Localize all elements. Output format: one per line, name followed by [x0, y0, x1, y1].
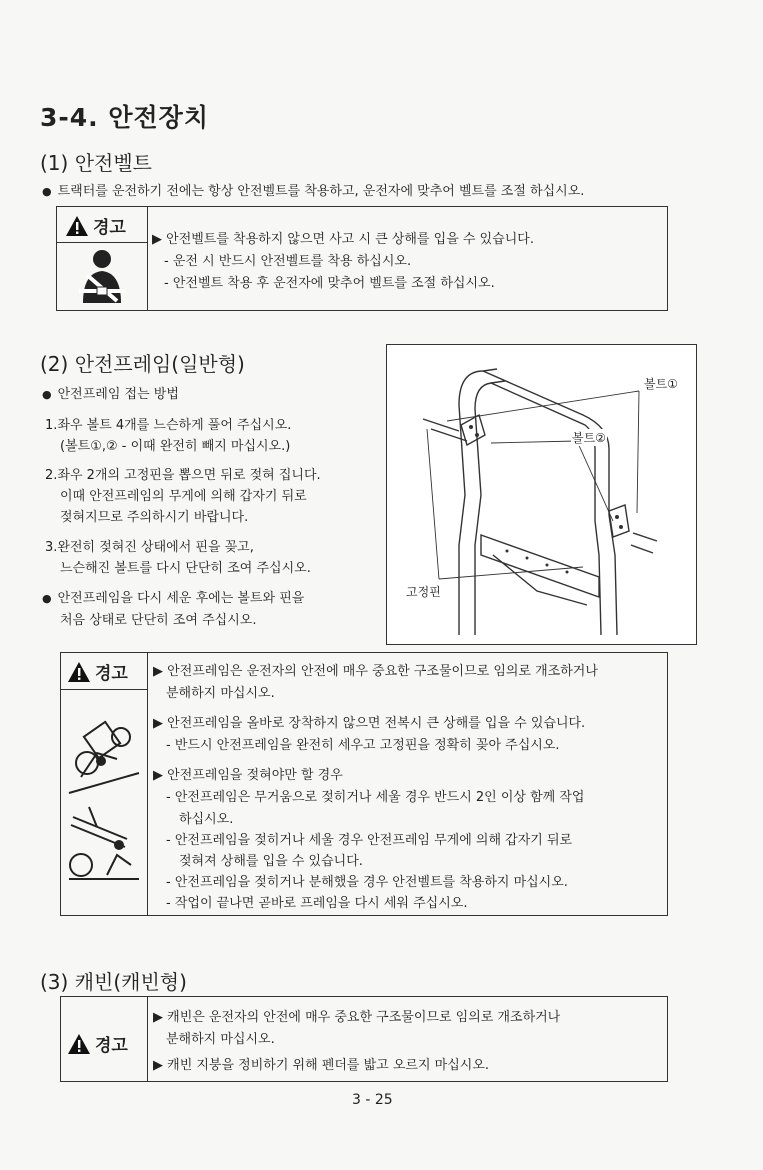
bolt2-label: 볼트② [572, 431, 606, 445]
section-1-intro: ● 트랙터를 운전하기 전에는 항상 안전벨트를 착용하고, 운전자에 맞추어 벨트를 조절 하십시오. [42, 181, 584, 202]
warning-label: 경고 [65, 213, 126, 238]
warning-label: 경고 [67, 659, 128, 684]
bolt1-label: 볼트① [644, 377, 678, 391]
warning-triangle-icon [67, 661, 91, 683]
section-3-heading: (3) 캐빈(캐빈형) [40, 970, 187, 994]
section-2-heading: (2) 안전프레임(일반형) [40, 352, 245, 376]
frame-warning-box: 경고 ▶ 안전프레임은 운전자의 안전에 매우 중요한 구조물이므로 임의로 개조하거나 분해하지 마십시오. ▶ 안전프레임을 올바로 장착하지 않으면 전복시 큰 상해를 입을 수 있습니다. - 반드시 안전프레임을 완전히 세우고 고정핀을 정확히 꽂아 주십시오. ▶ 안전프레임을 젖혀야만 할 경우 - 안전프레임은 무거움으로 젖히거나 세울 경우 반드시 2인 이상 함께 작업 하십시오. - 안전프레임을 젖히거나 세울 경우 안전프레임 무게에 의해 갑자기 뒤로 젖혀져 상해를 입을 수 있습니다. - 안전프레임을 젖히거나 분해했을 경우 안전벨트를 착용하지 마십시오. - 작업이 끝나면 곧바로 프레임을 다시 세워 주십시오. [60, 652, 668, 916]
section-2-intro: ● 안전프레임 접는 방법 [42, 384, 179, 405]
warning-triangle-icon [67, 1033, 91, 1055]
tractor-rollover-icon [67, 715, 141, 795]
page-number: 3 - 25 [352, 1092, 393, 1108]
safety-frame-diagram [386, 344, 697, 645]
page-title: 3-4. 안전장치 [40, 103, 209, 132]
section-1-heading: (1) 안전벨트 [40, 151, 152, 175]
frame-falling-icon [67, 803, 141, 883]
seatbelt-person-icon [71, 247, 133, 307]
warning-label: 경고 [67, 1031, 128, 1056]
seatbelt-warning-box: 경고 ▶ 안전벨트를 착용하지 않으면 사고 시 큰 상해를 입을 수 있습니다. - 운전 시 반드시 안전벨트를 착용 하십시오. - 안전벨트 착용 후 운전자에 맞추어 벨트를 조절 하십시오. [56, 206, 668, 311]
pin-label: 고정핀 [406, 585, 441, 599]
warning-triangle-icon [65, 215, 89, 237]
cabin-warning-box: 경고 ▶ 캐빈은 운전자의 안전에 매우 중요한 구조물이므로 임의로 개조하거나 분해하지 마십시오. ▶ 캐빈 지붕을 정비하기 위해 펜더를 밟고 오르지 마십시오. [60, 996, 668, 1082]
